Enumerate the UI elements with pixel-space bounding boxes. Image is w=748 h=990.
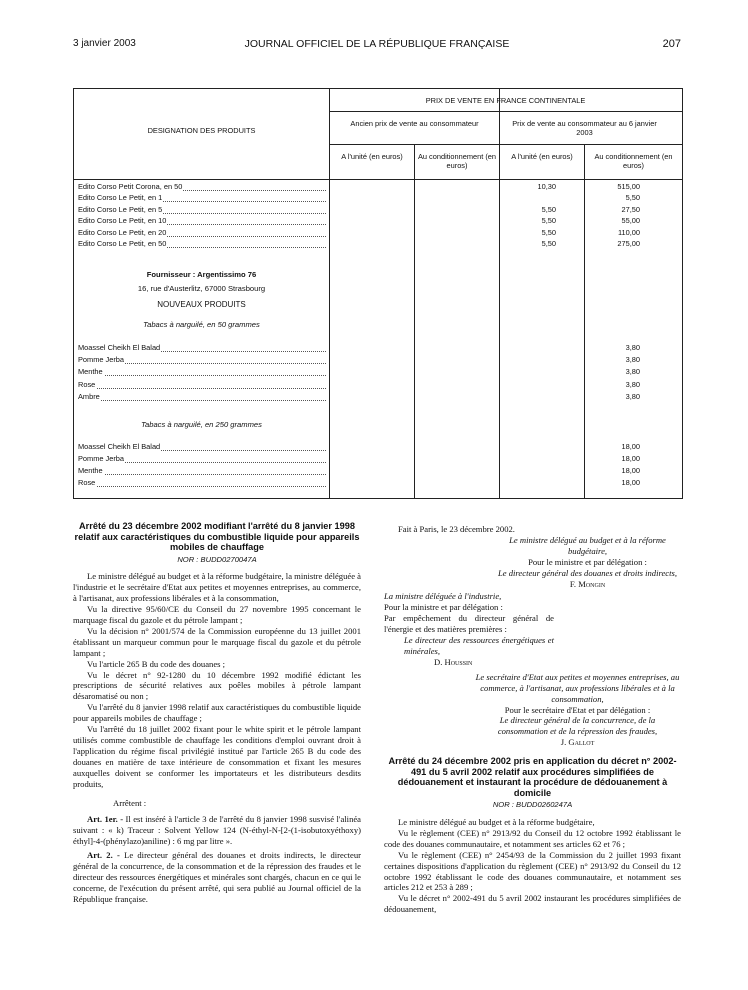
sig1-directeur: Le directeur général des douanes et droits indirects,	[497, 567, 677, 578]
product-a-pack-price: 515,00	[617, 182, 640, 191]
product-a-unit-price: 5,50	[541, 204, 556, 214]
sig3-title: Le secrétaire d'Etat aux petites et moyennes entreprises, au commerce, à l'artisanat, aux professions libérales et à la consommation,	[475, 671, 680, 704]
col-prix: PRIX DE VENTE EN FRANCE CONTINENTALE	[425, 96, 586, 105]
product-a-unit-price: 10,30	[537, 182, 556, 191]
fait-a-paris: Fait à Paris, le 23 décembre 2002.	[398, 524, 515, 534]
product-250g-label: Moassel Cheikh El Balad	[78, 442, 161, 451]
product-a-row	[78, 182, 326, 194]
product-50g-row	[78, 355, 326, 367]
col-unite-old: A l'unité (en euros)	[341, 152, 403, 161]
product-a-pack-price: 275,00	[617, 239, 640, 248]
product-a-pack-price: 27,50	[621, 204, 640, 214]
product-a-label: Edito Corso Le Petit, en 5	[78, 204, 163, 214]
product-50g-row	[78, 343, 326, 355]
sig2-name: D. Houssin	[434, 656, 473, 667]
art2-text: Le directeur général des douanes et droits indirects, le directeur général de la concurrence, de la consommation et de la répression des fraudes et le directeur des ressources énergétiques et minérales sont chargés, chacun en ce qui le concerne, de l'exécution du présent arrêté, qui sera publié au Journal officiel de la République française.	[73, 850, 362, 904]
arrete-title-2: Arrêté du 24 décembre 2002 pris en application du décret n° 2002-491 du 5 avril 2002 relatif aux procédures simplifiées de dédouanement et instaurant la procédure de dédouanement à domicile	[388, 756, 677, 798]
product-250g-pack-price: 18,00	[621, 466, 640, 475]
visa2-paragraph: Vu le règlement (CEE) n° 2913/92 du Conseil du 12 octobre 1992 établissant le code des douanes communautaire, et notamment ses articles 62 et 76 ;	[384, 827, 681, 849]
product-a-label: Edito Corso Le Petit, en 20	[78, 227, 167, 237]
product-50g-row	[78, 380, 326, 392]
product-a-unit-price: 5,50	[541, 227, 556, 237]
page-number: 207	[662, 38, 681, 50]
product-a-label: Edito Corso Le Petit, en 10	[78, 216, 167, 226]
col-nouveau: Prix de vente au consommateur au 6 janvier 2003	[512, 119, 657, 137]
col-designation: DESIGNATION DES PRODUITS	[147, 126, 256, 135]
arrete-title-1: Arrêté du 23 décembre 2002 modifiant l'arrêté du 8 janvier 1998 relatif aux caractéristiques du combustible liquide pour appareils mobiles de chauffage	[74, 521, 360, 552]
visa-paragraph: Vu l'arrêté du 8 janvier 1998 relatif aux caractéristiques du combustible liquide pour appareils mobiles de chauffage ;	[73, 702, 361, 724]
product-250g-pack-price: 18,00	[621, 442, 640, 451]
visa-paragraph: Vu le décret n° 92-1280 du 10 décembre 1992 modifié édictant les prescriptions de sécurité relatives aux poêles mobiles à pétrole lampant désaromatisé ou non ;	[73, 669, 361, 702]
product-250g-label: Menthe	[78, 466, 103, 475]
product-a-row	[78, 205, 326, 217]
product-50g-pack-price: 3,80	[625, 367, 640, 377]
product-250g-label: Pomme Jerba	[78, 454, 125, 463]
visa2-paragraph: Vu le décret n° 2002-491 du 5 avril 2002 instaurant les procédures simplifiées de dédouanement,	[384, 893, 681, 915]
product-50g-label: Menthe	[78, 367, 103, 377]
product-a-unit-price: 5,50	[541, 216, 556, 226]
sig1-delegation: Pour le ministre et par délégation :	[528, 556, 647, 567]
journal-title: JOURNAL OFFICIEL DE LA RÉPUBLIQUE FRANÇAISE	[244, 38, 510, 50]
product-250g-pack-price: 18,00	[621, 454, 640, 463]
article-1	[73, 814, 361, 847]
product-a-label: Edito Corso Petit Corona, en 50	[78, 182, 183, 191]
sig3-name: J. Gallot	[560, 737, 595, 748]
subhead-250g: Tabacs à narguilé, en 250 grammes	[141, 420, 262, 429]
product-a-row	[78, 216, 326, 228]
adresse: 16, rue d'Austerlitz, 67000 Strasbourg	[137, 284, 266, 293]
product-50g-pack-price: 3,80	[625, 355, 640, 365]
product-250g-row	[78, 442, 326, 454]
product-a-row	[78, 228, 326, 240]
col-unite-new: A l'unité (en euros)	[511, 152, 573, 161]
signature-3	[474, 672, 681, 748]
product-a-pack-price: 5,50	[625, 193, 640, 203]
visa2-paragraph: Vu le règlement (CEE) n° 2454/93 de la Commission du 2 juillet 1993 fixant certaines dispositions d'application du règlement (CEE) n° 2913/92 du Conseil du 12 octobre 1992 établissant le code des douanes communautaire, et notamment ses articles 212 et 253 à 289 ;	[384, 849, 681, 893]
left-column	[73, 521, 361, 905]
sig2-empechement: Par empêchement du directeur général de l'énergie et des matières premières :	[384, 613, 554, 635]
price-table	[73, 88, 683, 499]
product-50g-row	[78, 392, 326, 404]
product-a-unit-price: 5,50	[541, 239, 556, 248]
nor-2: NOR : BUDD0260247A	[492, 800, 573, 810]
nouveaux-produits: NOUVEAUX PRODUITS	[157, 300, 246, 309]
product-50g-pack-price: 3,80	[625, 391, 640, 401]
sig2-directeur: Le directeur des ressources énergétiques et minérales,	[404, 635, 554, 656]
col-cond-old: Au conditionnement (en euros)	[417, 152, 497, 170]
sig2-delegation: Pour la ministre et par délégation :	[384, 602, 503, 613]
sig3-directeur: Le directeur général de la concurrence, de la consommation et de la répression des fraudes,	[497, 715, 658, 737]
page-header	[73, 38, 681, 54]
sig1-title: Le ministre délégué au budget et à la réforme budgétaire,	[509, 534, 666, 556]
sig1-name: F. Mongin	[569, 578, 606, 589]
product-50g-label: Pomme Jerba	[78, 355, 125, 365]
visa-paragraph: Vu la décision n° 2001/574 de la Commission européenne du 13 juillet 2001 établissant un marqueur commun pour le marquage fiscal du gazole et du pétrole lampant ;	[73, 625, 361, 658]
product-50g-pack-price: 3,80	[625, 379, 640, 389]
nor-1: NOR : BUDD0270047A	[177, 554, 257, 564]
product-50g-row	[78, 367, 326, 379]
product-50g-label: Ambre	[78, 391, 100, 401]
col-ancien: Ancien prix de vente au consommateur	[350, 119, 479, 128]
product-250g-row	[78, 478, 326, 490]
header-date: 3 janvier 2003	[73, 38, 136, 49]
col-cond-new: Au conditionnement (en euros)	[594, 152, 673, 170]
visa-paragraph: Le ministre délégué au budget et à la réforme budgétaire, la ministre déléguée à l'industrie et le secrétaire d'Etat aux petites et moyennes entreprises, au commerce, à l'artisanat, aux professions libérales et à la consommation,	[73, 571, 361, 604]
arretent: Arrêtent :	[113, 797, 147, 808]
product-250g-row	[78, 466, 326, 478]
product-250g-pack-price: 18,00	[621, 478, 640, 487]
art1-text: Il est inséré à l'article 3 de l'arrêté du 8 janvier 1998 susvisé l'alinéa suivant : « k) Traceur : Solvent Yellow 124 (N-éthyl-N-[2-(1-isobutoxyéthoxy) éthyl]-4-(phénylazo)aniline) : 6 mg par litre ».	[73, 814, 361, 847]
art1-label: Art. 1er. -	[87, 814, 124, 825]
right-column	[384, 524, 681, 915]
product-50g-label: Rose	[78, 379, 96, 389]
product-a-row	[78, 239, 326, 251]
product-a-pack-price: 110,00	[617, 227, 640, 237]
subhead-50g: Tabacs à narguilé, en 50 grammes	[143, 320, 260, 329]
product-250g-label: Rose	[78, 478, 96, 487]
article-2	[73, 850, 361, 905]
visa-paragraph: Vu l'arrêté du 18 juillet 2002 fixant pour le white spirit et le pétrole lampant utilisés comme combustible de chauffage les conditions d'emploi ouvrant droit à l'application du régime fiscal privilégié institué par l'article 265 B du code des douanes en matière de taxe intérieure de consommation et fixant les mesures auxquelles doivent se conformer les importateurs et les distributeurs desdits produits,	[73, 724, 361, 789]
visa2-paragraph: Le ministre délégué au budget et à la réforme budgétaire,	[398, 817, 595, 828]
product-a-label: Edito Corso Le Petit, en 50	[78, 239, 167, 248]
signature-1	[494, 535, 681, 590]
product-a-row	[78, 193, 326, 205]
product-a-pack-price: 55,00	[621, 216, 640, 226]
product-a-label: Edito Corso Le Petit, en 1	[78, 193, 163, 203]
visa-paragraph: Vu la directive 95/60/CE du Conseil du 27 novembre 1995 concernant le marquage fiscal du gazole et du pétrole lampant ;	[73, 604, 361, 626]
signature-2	[384, 591, 681, 667]
product-50g-pack-price: 3,80	[625, 343, 640, 352]
sig3-delegation: Pour le secrétaire d'Etat et par délégation :	[504, 704, 651, 715]
product-250g-row	[78, 454, 326, 466]
art2-label: Art. 2. -	[87, 850, 120, 861]
sig2-title: La ministre déléguée à l'industrie,	[384, 591, 502, 602]
product-50g-label: Moassel Cheikh El Balad	[78, 343, 161, 352]
visa-paragraph: Vu l'article 265 B du code des douanes ;	[87, 658, 226, 669]
fournisseur: Fournisseur : Argentissimo 76	[146, 270, 257, 279]
